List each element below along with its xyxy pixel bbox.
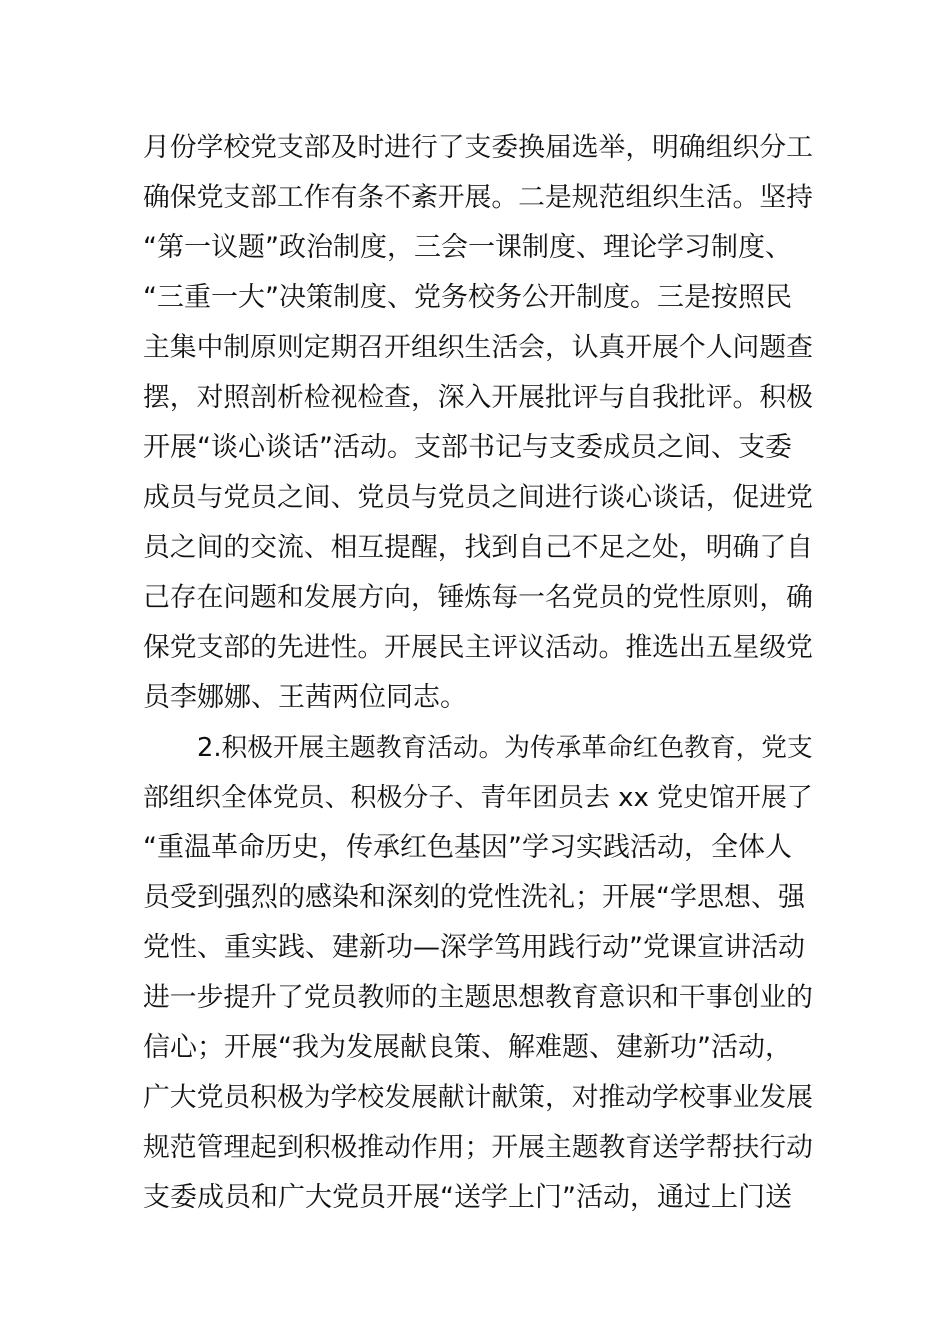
text-line: 规范管理起到积极推动作用；开展主题教育送学帮扶行动 (143, 1132, 813, 1163)
text-line: 党性、重实践、建新功—深学笃用践行动”党课宣讲活动 (143, 932, 805, 963)
text-line: 信心；开展“我为发展献良策、解难题、建新功”活动， (143, 1032, 792, 1063)
text-line: “重温革命历史，传承红色基因”学习实践活动，全体人 (143, 832, 792, 863)
text-line: 员受到强烈的感染和深刻的党性洗礼；开展“学思想、强 (143, 882, 805, 913)
text-line: 员李娜娜、王茜两位同志。 (143, 682, 467, 713)
text-line: “三重一大”决策制度、党务校务公开制度。三是按照民 (143, 282, 792, 313)
text-line: 月份学校党支部及时进行了支委换届选举，明确组织分工 (143, 132, 813, 163)
text-line: 确保党支部工作有条不紊开展。二是规范组织生活。坚持 (143, 182, 813, 213)
text-line: 广大党员积极为学校发展献计献策，对推动学校事业发展 (143, 1082, 813, 1113)
text-line: 保党支部的先进性。开展民主评议活动。推选出五星级党 (143, 632, 813, 663)
text-line: 员之间的交流、相互提醒，找到自己不足之处，明确了自 (143, 532, 813, 563)
text-line: 部组织全体党员、积极分子、青年团员去 xx 党史馆开展了 (143, 783, 813, 813)
text-line: 支委成员和广大党员开展“送学上门”活动，通过上门送 (143, 1182, 792, 1213)
text-line: 己存在问题和发展方向，锤炼每一名党员的党性原则，确 (143, 582, 813, 613)
text-line: 成员与党员之间、党员与党员之间进行谈心谈话，促进党 (143, 482, 813, 513)
text-line: “第一议题”政治制度，三会一课制度、理论学习制度、 (143, 232, 792, 263)
text-line: 开展“谈心谈话”活动。支部书记与支委成员之间、支委 (143, 432, 792, 463)
text-line: 主集中制原则定期召开组织生活会，认真开展个人问题查 (143, 332, 813, 363)
text-line: 摆，对照剖析检视检查，深入开展批评与自我批评。积极 (143, 382, 813, 413)
paragraph-first-line: 2.积极开展主题教育活动。为传承革命红色教育，党支 (197, 733, 813, 763)
text-line: 进一步提升了党员教师的主题思想教育意识和干事创业的 (143, 982, 813, 1013)
